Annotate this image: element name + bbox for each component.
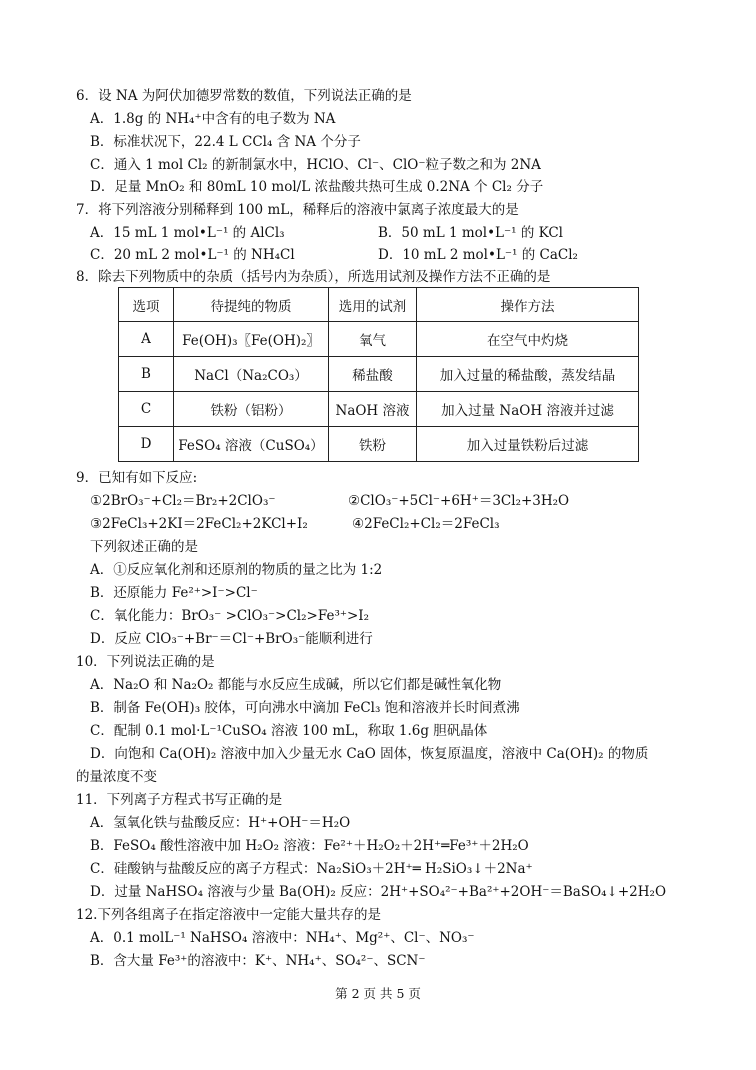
q9-sub-stem: 下列叙述正确的是 (90, 539, 198, 555)
q6-option-b: B．标准状况下，22.4 L CCl₄ 含 NA 个分子 (90, 134, 361, 150)
q12-option-a: A．0.1 molL⁻¹ NaHSO₄ 溶液中：NH₄⁺、Mg²⁺、Cl⁻、NO₃⁻ (90, 930, 475, 946)
q9-reaction-4: ④2FeCl₂+Cl₂＝2FeCl₃ (352, 516, 500, 532)
q6-option-a: A．1.8g 的 NH₄⁺中含有的电子数为 NA (90, 111, 336, 127)
q7-option-d: D．10 mL 2 mol•L⁻¹ 的 CaCl₂ (378, 247, 578, 263)
table-header-row (119, 288, 639, 322)
page-footer: 第 2 页 共 5 页 (335, 986, 421, 1001)
table-cell: B (119, 357, 174, 392)
q11-option-b: B．FeSO₄ 酸性溶液中加 H₂O₂ 溶液：Fe²⁺＋H₂O₂＋2H⁺═Fe³⁺＋2H₂O (90, 838, 529, 854)
q10-option-c: C．配制 0.1 mol·L⁻¹CuSO₄ 溶液 100 mL，称取 1.6g 胆矾晶体 (90, 723, 488, 739)
table-header-cell: 选项 (119, 288, 174, 322)
q10-option-d: D．向饱和 Ca(OH)₂ 溶液中加入少量无水 CaO 固体，恢复原温度，溶液中 Ca(OH)₂ 的物质 (90, 746, 649, 762)
table-cell: A (119, 322, 174, 357)
table-header-cell: 选用的试剂 (329, 288, 417, 322)
table-row (119, 392, 639, 427)
q10-stem: 10．下列说法正确的是 (76, 654, 215, 670)
table-cell: NaOH 溶液 (329, 392, 417, 427)
q11-stem: 11．下列离子方程式书写正确的是 (76, 792, 283, 808)
q9-reaction-1: ①2BrO₃⁻+Cl₂＝Br₂+2ClO₃⁻ (90, 493, 276, 509)
table-cell: 加入过量铁粉后过滤 (417, 427, 639, 462)
q6-option-d: D．足量 MnO₂ 和 80mL 10 mol/L 浓盐酸共热可生成 0.2NA 个 Cl₂ 分子 (90, 179, 544, 195)
q9-reaction-2: ②ClO₃⁻+5Cl⁻+6H⁺＝3Cl₂+3H₂O (348, 493, 570, 509)
q11-option-d: D．过量 NaHSO₄ 溶液与少量 Ba(OH)₂ 反应：2H⁺+SO₄²⁻+Ba²⁺+2OH⁻＝BaSO₄↓+2H₂O (90, 884, 667, 900)
q7-option-a: A．15 mL 1 mol•L⁻¹ 的 AlCl₃ (90, 225, 285, 241)
q7-stem: 7．将下列溶液分别稀释到 100 mL，稀释后的溶液中氯离子浓度最大的是 (76, 202, 519, 218)
q11-option-a: A．氢氧化铁与盐酸反应：H⁺+OH⁻＝H₂O (90, 815, 351, 831)
q10-option-b: B．制备 Fe(OH)₃ 胶体，可向沸水中滴加 FeCl₃ 饱和溶液并长时间煮沸 (90, 700, 520, 716)
q9-reaction-3: ③2FeCl₃+2KI＝2FeCl₂+2KCl+I₂ (90, 516, 308, 532)
table-cell: Fe(OH)₃〖Fe(OH)₂〗 (174, 322, 329, 357)
table-cell: 铁粉（铝粉） (174, 392, 329, 427)
q7-option-b: B．50 mL 1 mol•L⁻¹ 的 KCl (378, 225, 563, 241)
table-cell: 加入过量的稀盐酸，蒸发结晶 (417, 357, 639, 392)
table-cell: D (119, 427, 174, 462)
q9-option-d: D．反应 ClO₃⁻+Br⁻＝Cl⁻+BrO₃⁻能顺利进行 (90, 631, 373, 647)
q9-option-c: C．氧化能力：BrO₃⁻ >ClO₃⁻>Cl₂>Fe³⁺>I₂ (90, 608, 370, 624)
q9-stem: 9．已知有如下反应: (76, 470, 198, 486)
table-header-cell: 操作方法 (417, 288, 639, 322)
q10-option-d-continuation: 的量浓度不变 (76, 769, 157, 785)
table-header-cell: 待提纯的物质 (174, 288, 329, 322)
table-cell: 稀盐酸 (329, 357, 417, 392)
table-cell: 铁粉 (329, 427, 417, 462)
table-row (119, 322, 639, 357)
table-cell: C (119, 392, 174, 427)
q10-option-a: A．Na₂O 和 Na₂O₂ 都能与水反应生成碱，所以它们都是碱性氧化物 (90, 677, 502, 693)
q7-option-c: C．20 mL 2 mol•L⁻¹ 的 NH₄Cl (90, 247, 295, 263)
q8-stem: 8．除去下列物质中的杂质（括号内为杂质），所选用试剂及操作方法不正确的是 (76, 269, 551, 285)
table-cell: 氧气 (329, 322, 417, 357)
table-cell: 加入过量 NaOH 溶液并过滤 (417, 392, 639, 427)
q6-option-c: C．通入 1 mol Cl₂ 的新制氯水中，HClO、Cl⁻、ClO⁻粒子数之和为 2NA (90, 157, 541, 173)
table-row (119, 357, 639, 392)
table-cell: NaCl（Na₂CO₃） (174, 357, 329, 392)
q9-option-a: A．①反应氧化剂和还原剂的物质的量之比为 1:2 (90, 562, 383, 578)
q11-option-c: C．硅酸钠与盐酸反应的离子方程式：Na₂SiO₃＋2H⁺═ H₂SiO₃↓＋2Na⁺ (90, 861, 533, 877)
q12-stem: 12.下列各组离子在指定溶液中一定能大量共存的是 (76, 907, 381, 923)
table-cell: FeSO₄ 溶液（CuSO₄） (174, 427, 329, 462)
q6-stem: 6．设 NA 为阿伏加德罗常数的数值，下列说法正确的是 (76, 88, 412, 104)
q12-option-b: B．含大量 Fe³⁺的溶液中：K⁺、NH₄⁺、SO₄²⁻、SCN⁻ (90, 953, 426, 969)
q9-option-b: B．还原能力 Fe²⁺>I⁻>Cl⁻ (90, 585, 258, 601)
q8-table (118, 287, 639, 462)
table-cell: 在空气中灼烧 (417, 322, 639, 357)
table-row (119, 427, 639, 462)
